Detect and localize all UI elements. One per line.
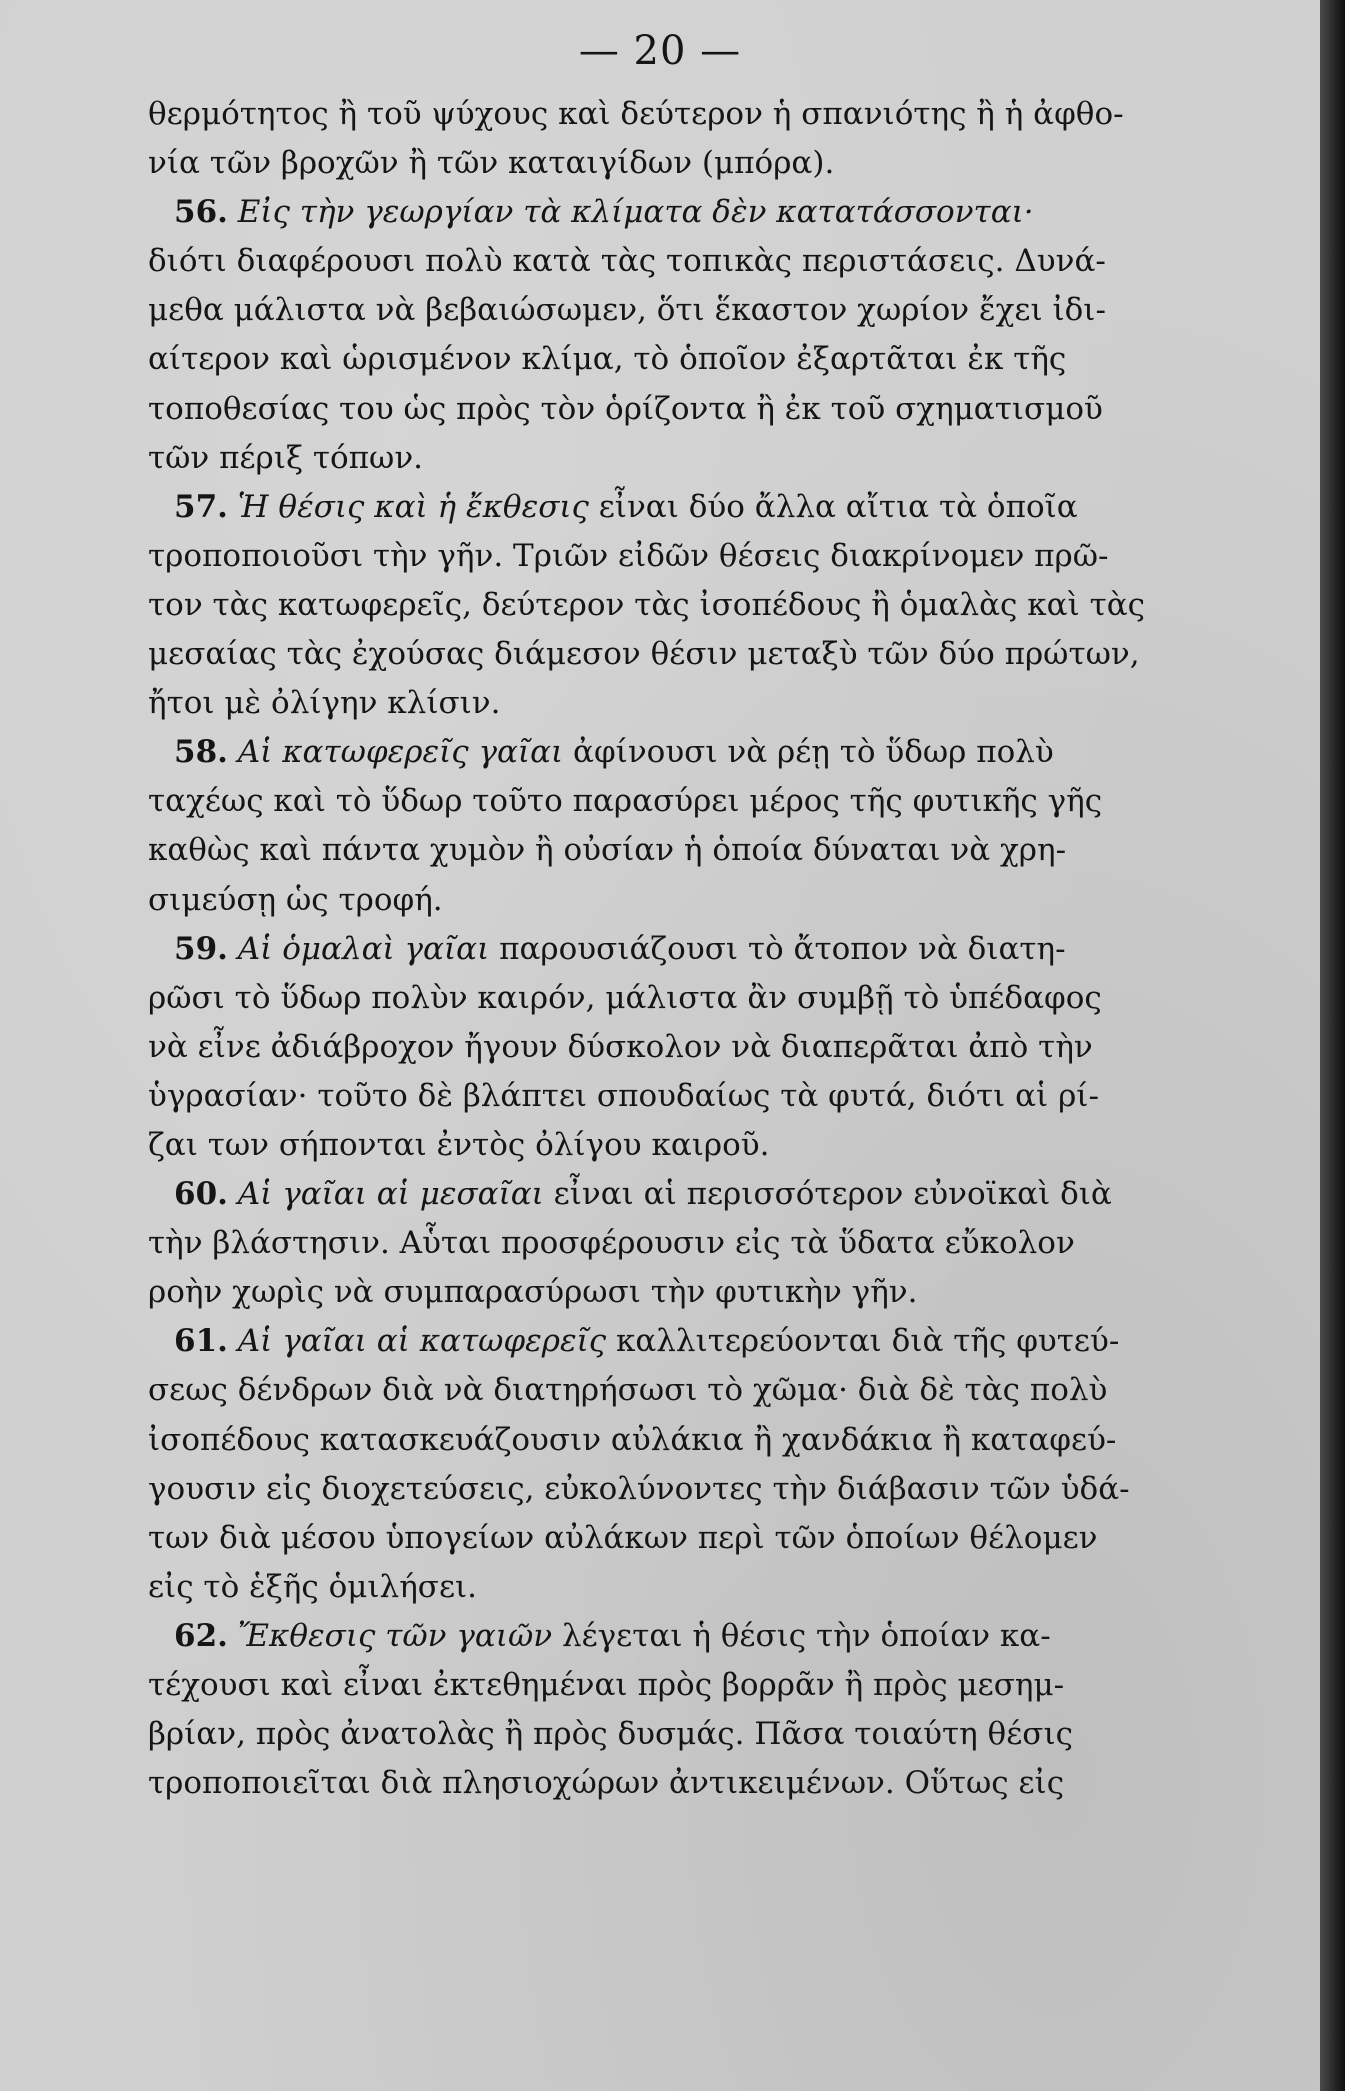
paragraph-lead-rest: λέγεται ἡ θέσις τὴν ὁποίαν κα-	[552, 1617, 1051, 1654]
paragraph-lead-rest: ἀφίνουσι νὰ ρέῃ τὸ ὕδωρ πολὺ	[563, 734, 1054, 771]
text-line: εἰς τὸ ἑξῆς ὁμιλήσει.	[148, 1568, 478, 1605]
text-line: γουσιν εἰς διοχετεύσεις, εὐκολύνοντες τὴν διάβασιν τῶν ὑδά-	[148, 1470, 1130, 1507]
paragraph-number: 59.	[174, 930, 228, 967]
paragraph-number: 57.	[174, 488, 228, 525]
body-text	[148, 90, 1273, 1808]
paragraph-start-line	[148, 1612, 1273, 1661]
paragraph-lead-italic: Αἱ ὁμαλαὶ γαῖαι	[237, 930, 490, 967]
text-line: αίτερον καὶ ὡρισμένον κλίμα, τὸ ὁποῖον ἐξαρτᾶται ἐκ τῆς	[148, 341, 1067, 378]
text-line: ἤτοι μὲ ὀλίγην κλίσιν.	[148, 685, 501, 722]
text-line: τοποθεσίας του ὡς πρὸς τὸν ὁρίζοντα ἢ ἐκ τοῦ σχηματισμοῦ	[148, 390, 1103, 427]
text-line: ροὴν χωρὶς νὰ συμπαρασύρωσι τὴν φυτικὴν γῆν.	[148, 1274, 918, 1311]
text-line: τροποποιοῦσι τὴν γῆν. Τριῶν εἰδῶν θέσεις διακρίνομεν πρῶ-	[148, 537, 1109, 574]
paragraph-start-line	[148, 483, 1273, 532]
text-line: τροποποιεῖται διὰ πλησιοχώρων ἀντικειμένων. Οὕτως εἰς	[148, 1765, 1065, 1802]
paragraph-lead-rest: παρουσιάζουσι τὸ ἄτοπον νὰ διατη-	[489, 930, 1066, 967]
text-line: τὴν βλάστησιν. Αὗται προσφέρουσιν εἰς τὰ ὕδατα εὔκολον	[148, 1225, 1075, 1262]
page-edge-shadow	[1320, 0, 1345, 2091]
text-line: ταχέως καὶ τὸ ὕδωρ τοῦτο παρασύρει μέρος τῆς φυτικῆς γῆς	[148, 783, 1103, 820]
paragraph-lead-italic: Αἱ γαῖαι αἱ μεσαῖαι	[237, 1176, 544, 1213]
paragraph-number: 62.	[174, 1617, 228, 1654]
text-line: ζαι των σήπονται ἐντὸς ὀλίγου καιροῦ.	[148, 1126, 770, 1163]
text-line: βρίαν, πρὸς ἀνατολὰς ἢ πρὸς δυσμάς. Πᾶσα τοιαύτη θέσις	[148, 1716, 1073, 1753]
text-line: τον τὰς κατωφερεῖς, δεύτερον τὰς ἰσοπέδους ἢ ὁμαλὰς καὶ τὰς	[148, 586, 1146, 623]
text-line: νὰ εἶνε ἀδιάβροχον ἤγουν δύσκολον νὰ διαπερᾶται ἀπὸ τὴν	[148, 1028, 1093, 1065]
text-line: σιμεύσῃ ὡς τροφή.	[148, 881, 443, 918]
paragraph-lead-italic: Ἔκθεσις τῶν γαιῶν	[237, 1617, 553, 1654]
paragraph-lead-rest: καλλιτερεύονται διὰ τῆς φυτεύ-	[606, 1323, 1120, 1360]
text-line: διότι διαφέρουσι πολὺ κατὰ τὰς τοπικὰς περιστάσεις. Δυνά-	[148, 243, 1106, 280]
paragraph-start-line	[148, 728, 1273, 777]
paragraph-number: 58.	[174, 734, 228, 771]
text-line: των διὰ μέσου ὑπογείων αὐλάκων περὶ τῶν ὁποίων θέλομεν	[148, 1519, 1098, 1556]
text-line: τέχουσι καὶ εἶναι ἐκτεθημέναι πρὸς βορρᾶν ἢ πρὸς μεσημ-	[148, 1667, 1065, 1703]
text-line: μεσαίας τὰς ἐχούσας διάμεσον θέσιν μεταξὺ τῶν δύο πρώτων,	[148, 636, 1140, 673]
text-line: ὑγρασίαν· τοῦτο δὲ βλάπτει σπουδαίως τὰ φυτά, διότι αἱ ρί-	[148, 1077, 1099, 1114]
text-line: καθὼς καὶ πάντα χυμὸν ἢ οὐσίαν ἡ ὁποία δύναται νὰ χρη-	[148, 832, 1067, 869]
text-line: νία τῶν βροχῶν ἢ τῶν καταιγίδων (μπόρα).	[148, 145, 835, 182]
text-line: σεως δένδρων διὰ νὰ διατηρήσωσι τὸ χῶμα· διὰ δὲ τὰς πολὺ	[148, 1372, 1108, 1409]
paragraph-start-line	[148, 925, 1273, 974]
text-line: μεθα μάλιστα νὰ βεβαιώσωμεν, ὅτι ἕκαστον χωρίον ἔχει ἰδι-	[148, 292, 1106, 329]
text-line: ρῶσι τὸ ὕδωρ πολὺν καιρόν, μάλιστα ἂν συμβῇ τὸ ὑπέδαφος	[148, 979, 1102, 1016]
paragraph-lead-italic: Αἱ κατωφερεῖς γαῖαι	[237, 734, 564, 771]
paragraph-number: 60.	[174, 1176, 228, 1213]
paragraph-lead-rest: εἶναι αἱ περισσότερον εὐνοϊκαὶ διὰ	[543, 1176, 1112, 1213]
paragraph-number: 61.	[174, 1323, 228, 1360]
page-number: — 20 —	[578, 28, 742, 74]
paragraph-lead-italic: Αἱ γαῖαι αἱ κατωφερεῖς	[237, 1323, 607, 1360]
paragraph-lead-rest: εἶναι δύο ἄλλα αἴτια τὰ ὁποῖα	[588, 488, 1078, 525]
paragraph-start-line	[148, 188, 1273, 237]
paragraph-start-line	[148, 1170, 1273, 1219]
text-line: τῶν πέριξ τόπων.	[148, 439, 424, 476]
paragraph-lead-italic: Ἡ θέσις καὶ ἡ ἔκθεσις	[237, 488, 589, 525]
paragraph-lead-italic: Εἰς τὴν γεωργίαν τὰ κλίματα δὲν κατατάσσονται·	[237, 194, 1034, 231]
text-line: ἰσοπέδους κατασκευάζουσιν αὐλάκια ἢ χανδάκια ἢ καταφεύ-	[148, 1421, 1117, 1458]
text-line: θερμότητος ἢ τοῦ ψύχους καὶ δεύτερον ἡ σπανιότης ἢ ἡ ἀφθο-	[148, 96, 1124, 132]
paragraph-number: 56.	[174, 194, 228, 231]
paragraph-start-line	[148, 1317, 1273, 1366]
